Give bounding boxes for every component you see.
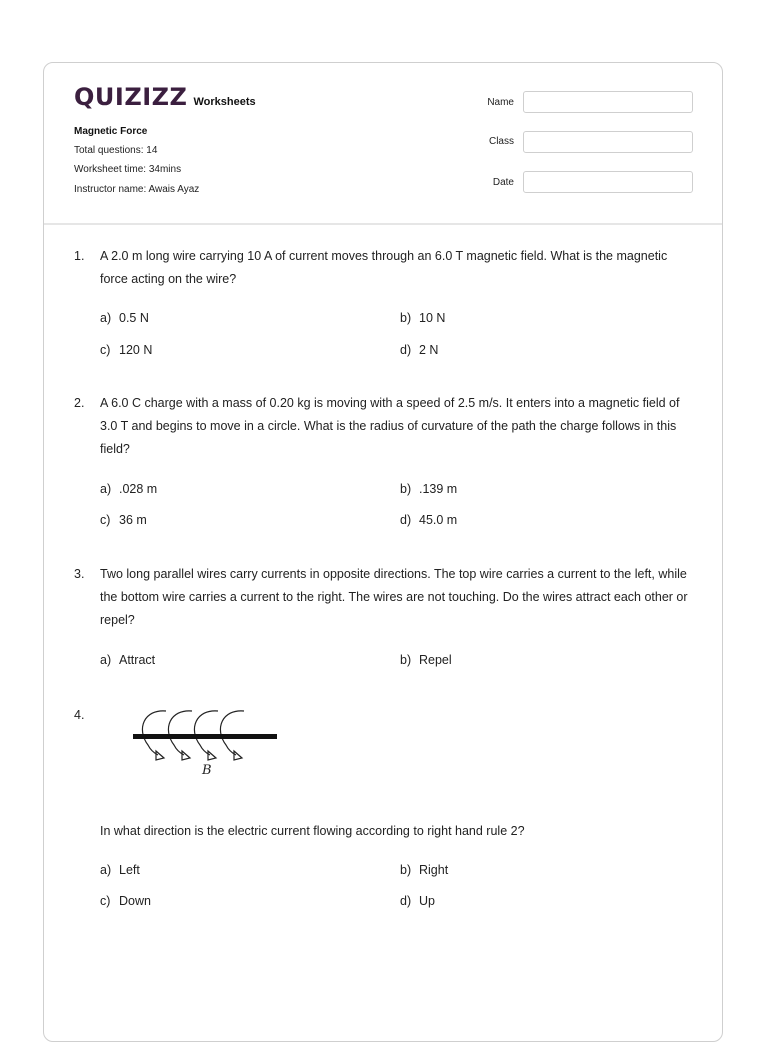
option-letter: d) bbox=[400, 513, 412, 527]
option-letter: d) bbox=[400, 343, 412, 357]
question-text: A 6.0 C charge with a mass of 0.20 kg is moving with a speed of 2.5 m/s. It enters into a magnetic field of 3.0 T and begins to move in a circle. What is the radius of curvature of the path the charge follows in this field? bbox=[100, 396, 680, 456]
option-letter: a) bbox=[100, 482, 112, 496]
arrowhead bbox=[156, 751, 164, 760]
option-b[interactable] bbox=[400, 863, 448, 877]
question-number: 1. bbox=[74, 249, 85, 263]
option-letter: b) bbox=[400, 482, 412, 496]
worksheet-title: Magnetic Force bbox=[74, 126, 148, 137]
option-text: Repel bbox=[419, 653, 452, 667]
option-text: 45.0 m bbox=[419, 513, 458, 527]
option-letter: d) bbox=[400, 894, 412, 908]
option-a[interactable] bbox=[100, 482, 157, 496]
logo-wordmark: QUIZIZZ bbox=[74, 83, 188, 111]
option-b[interactable] bbox=[400, 653, 452, 667]
field-loop bbox=[220, 711, 244, 755]
option-c[interactable] bbox=[100, 343, 152, 357]
option-b[interactable] bbox=[400, 482, 457, 496]
option-text: 120 N bbox=[119, 343, 153, 357]
question-number: 4. bbox=[74, 708, 85, 722]
option-letter: b) bbox=[400, 863, 412, 877]
logo-tag: Worksheets bbox=[193, 96, 256, 108]
option-letter: b) bbox=[400, 653, 412, 667]
option-b[interactable] bbox=[400, 311, 445, 325]
worksheet-time: Worksheet time: 34mins bbox=[74, 164, 182, 175]
field-loop bbox=[194, 711, 218, 755]
option-a[interactable] bbox=[100, 863, 140, 877]
question-number: 2. bbox=[74, 396, 85, 410]
option-letter: c) bbox=[100, 513, 111, 527]
option-text: Attract bbox=[119, 653, 156, 667]
option-letter: a) bbox=[100, 653, 112, 667]
date-label: Date bbox=[492, 177, 514, 188]
option-c[interactable] bbox=[100, 894, 151, 908]
option-letter: c) bbox=[100, 343, 111, 357]
field-loop bbox=[142, 711, 166, 755]
arrowhead bbox=[182, 751, 190, 760]
option-text: 0.5 N bbox=[119, 311, 149, 325]
option-text: .028 m bbox=[119, 482, 158, 496]
option-a[interactable] bbox=[100, 653, 155, 667]
option-d[interactable] bbox=[400, 343, 438, 357]
field-label-b: B bbox=[202, 763, 212, 778]
worksheet-header bbox=[44, 63, 722, 225]
name-label: Name bbox=[487, 97, 514, 108]
arrowhead bbox=[234, 751, 242, 760]
question-number: 3. bbox=[74, 567, 85, 581]
option-text: 2 N bbox=[419, 343, 439, 357]
question-text: In what direction is the electric current flowing according to right hand rule 2? bbox=[100, 824, 525, 838]
date-field[interactable] bbox=[523, 171, 693, 193]
option-text: Left bbox=[119, 863, 140, 877]
option-a[interactable] bbox=[100, 311, 149, 325]
field-loop bbox=[168, 711, 192, 755]
class-label: Class bbox=[488, 136, 514, 147]
worksheet-card bbox=[43, 62, 723, 1042]
option-c[interactable] bbox=[100, 513, 147, 527]
option-letter: a) bbox=[100, 311, 112, 325]
option-text: .139 m bbox=[419, 482, 458, 496]
option-text: Up bbox=[419, 894, 435, 908]
option-text: 36 m bbox=[119, 513, 147, 527]
option-letter: a) bbox=[100, 863, 112, 877]
question-text: Two long parallel wires carry currents in opposite directions. The top wire carries a current to the left, while the bottom wire carries a current to the right. The wires are not touching. Do the wires attract each other or repel? bbox=[100, 567, 688, 627]
magnetic-field-figure bbox=[130, 703, 280, 783]
option-letter: c) bbox=[100, 894, 111, 908]
question-text: A 2.0 m long wire carrying 10 A of current moves through an 6.0 T magnetic field. What is the magnetic force acting on the wire? bbox=[100, 249, 668, 286]
quizizz-logo bbox=[74, 83, 256, 111]
option-letter: b) bbox=[400, 311, 412, 325]
current-wire bbox=[133, 734, 277, 739]
option-d[interactable] bbox=[400, 513, 457, 527]
total-questions: Total questions: 14 bbox=[74, 145, 158, 156]
option-text: Right bbox=[419, 863, 449, 877]
instructor-name: Instructor name: Awais Ayaz bbox=[74, 184, 200, 195]
option-text: 10 N bbox=[419, 311, 446, 325]
class-field[interactable] bbox=[523, 131, 693, 153]
option-d[interactable] bbox=[400, 894, 435, 908]
arrowhead bbox=[208, 751, 216, 760]
name-field[interactable] bbox=[523, 91, 693, 113]
option-text: Down bbox=[119, 894, 151, 908]
